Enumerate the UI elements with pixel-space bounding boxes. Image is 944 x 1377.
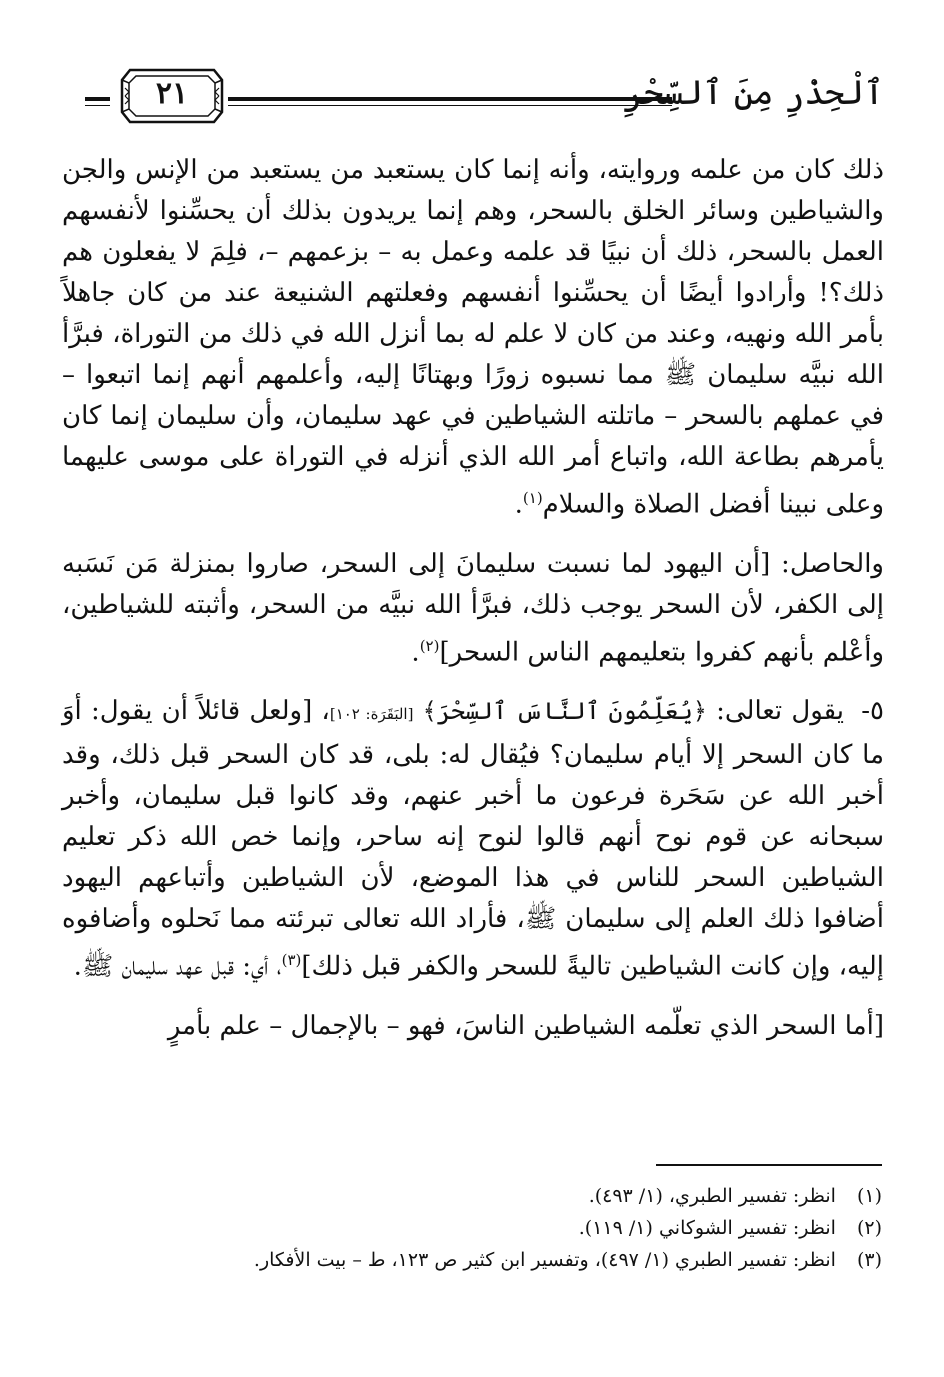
footnote-number: (٣) — [856, 1249, 882, 1271]
paragraph-text: يقول تعالى: — [716, 696, 845, 727]
header-rule — [228, 97, 672, 101]
punctuation: . — [411, 637, 420, 668]
page-number: ٢١ — [155, 76, 189, 111]
body-text — [62, 150, 884, 1047]
quran-verse: ﴿يُعَلِّمُونَ ٱلنَّاسَ ٱلسِّحْرَ﴾ — [422, 697, 707, 726]
paragraph-text: ، [ولعل قائلاً أن يقول: أوَ ما كان السحر إلا أيام سليمان؟ فيُقال له: بلى، قد كان السحر قبل ذلك، وقد أخبر الله عن سَحَرة فرعون ما أخبر عنهم، وقد كانوا قبل سليمان، وأخبر سبحانه عن قوم نوح أنهم قالوا لنوح إنه ساحر، وإنما خص الله ذكر تعليم الشياطين السحر للناس في هذا الموضع، لأن الشياطين وأتباعهم اليهود أضافوا ذلك العلم إلى سليمان ﷺ، فأراد الله تعالى تبرئته مما نَحلوه وأضافوه إليه، وإن كانت الشياطين تاليةً للسحر والكفر قبل ذلك] — [62, 696, 884, 982]
paragraph-4 — [62, 1006, 884, 1047]
footnote-text: انظر: تفسير الطبري، (١/ ٤٩٣). — [588, 1185, 836, 1207]
numbered-item-5 — [62, 691, 884, 988]
paragraph-1 — [62, 150, 884, 526]
footnote-marker: (٣) — [281, 951, 302, 970]
footnote — [100, 1212, 882, 1244]
footnote-number: (٢) — [856, 1217, 882, 1239]
item-number: ٥- — [861, 696, 884, 727]
footnote-number: (١) — [856, 1185, 882, 1207]
footnote — [100, 1244, 882, 1276]
footnote-marker: (١) — [522, 489, 543, 507]
header-rule — [85, 105, 110, 106]
header-rule — [228, 105, 672, 106]
header-rule — [85, 97, 110, 101]
paragraph-2 — [62, 544, 884, 674]
page-number-badge — [120, 66, 224, 126]
verse-reference: [البَقَرَة: ١٠٢] — [329, 705, 414, 724]
footnote-separator — [656, 1164, 882, 1166]
paragraph-text: ، أي: قبل عهد سليمان ﷺ. — [73, 951, 282, 982]
punctuation: . — [514, 489, 523, 520]
footnotes — [100, 1180, 882, 1276]
footnote-text: انظر: تفسير الطبري (١/ ٤٩٧)، وتفسير ابن كثير ص ١٢٣، ط – بيت الأفكار. — [253, 1249, 836, 1271]
paragraph-text: ذلك كان من علمه وروايته، وأنه إنما كان يستعبد من يستعبد من الإنس والجن والشياطين وسائر الخلق بالسحر، وهم إنما يريدون بذلك أن يحسِّنوا لأنفسهم العمل بالسحر، ذلك أن نبيًا قد علمه وعمل به – بزعمهم –، فلِمَ لا يفعلون هم ذلك؟! وأرادوا أيضًا أن يحسِّنوا أنفسهم وفعلتهم الشنيعة عند من كان جاهلاً بأمر الله ونهيه، وعند من كان لا علم له بما أنزل الله في ذلك من التوراة، فبرَّأ الله نبيَّه سليمان ﷺ مما نسبوه زورًا وبهتانًا إليه، وأعلمهم أنهم إنما اتبعوا – في عملهم بالسحر – ماتلته الشياطين في عهد سليمان، وأن سليمان إنما كان يأمرهم بطاعة الله، واتباع أمر الله الذي أنزله في التوراة على موسى عليهما وعلى نبينا أفضل الصلاة والسلام — [62, 155, 885, 520]
footnote-text: انظر: تفسير الشوكاني (١/ ١١٩). — [578, 1217, 836, 1239]
paragraph-text: والحاصل: [أن اليهود لما نسبت سليمانَ إلى السحر، صاروا بمنزلة مَن نَسَبه إلى الكفر، لأن السحر يوجب ذلك، فبرَّأ الله نبيَّه من السحر، وأثبته للشياطين، وأعْلم بأنهم كفروا بتعليمهم الناس السحر] — [62, 548, 884, 668]
paragraph-text: [أما السحر الذي تعلّمه الشياطين الناسَ، فهو – بالإجمال – علم بأمرٍ — [167, 1010, 884, 1041]
running-title: ٱلْحِذْرِ مِنَ ٱلسِّحْرِ — [623, 73, 884, 113]
footnote — [100, 1180, 882, 1212]
footnote-marker: (٢) — [419, 636, 440, 655]
